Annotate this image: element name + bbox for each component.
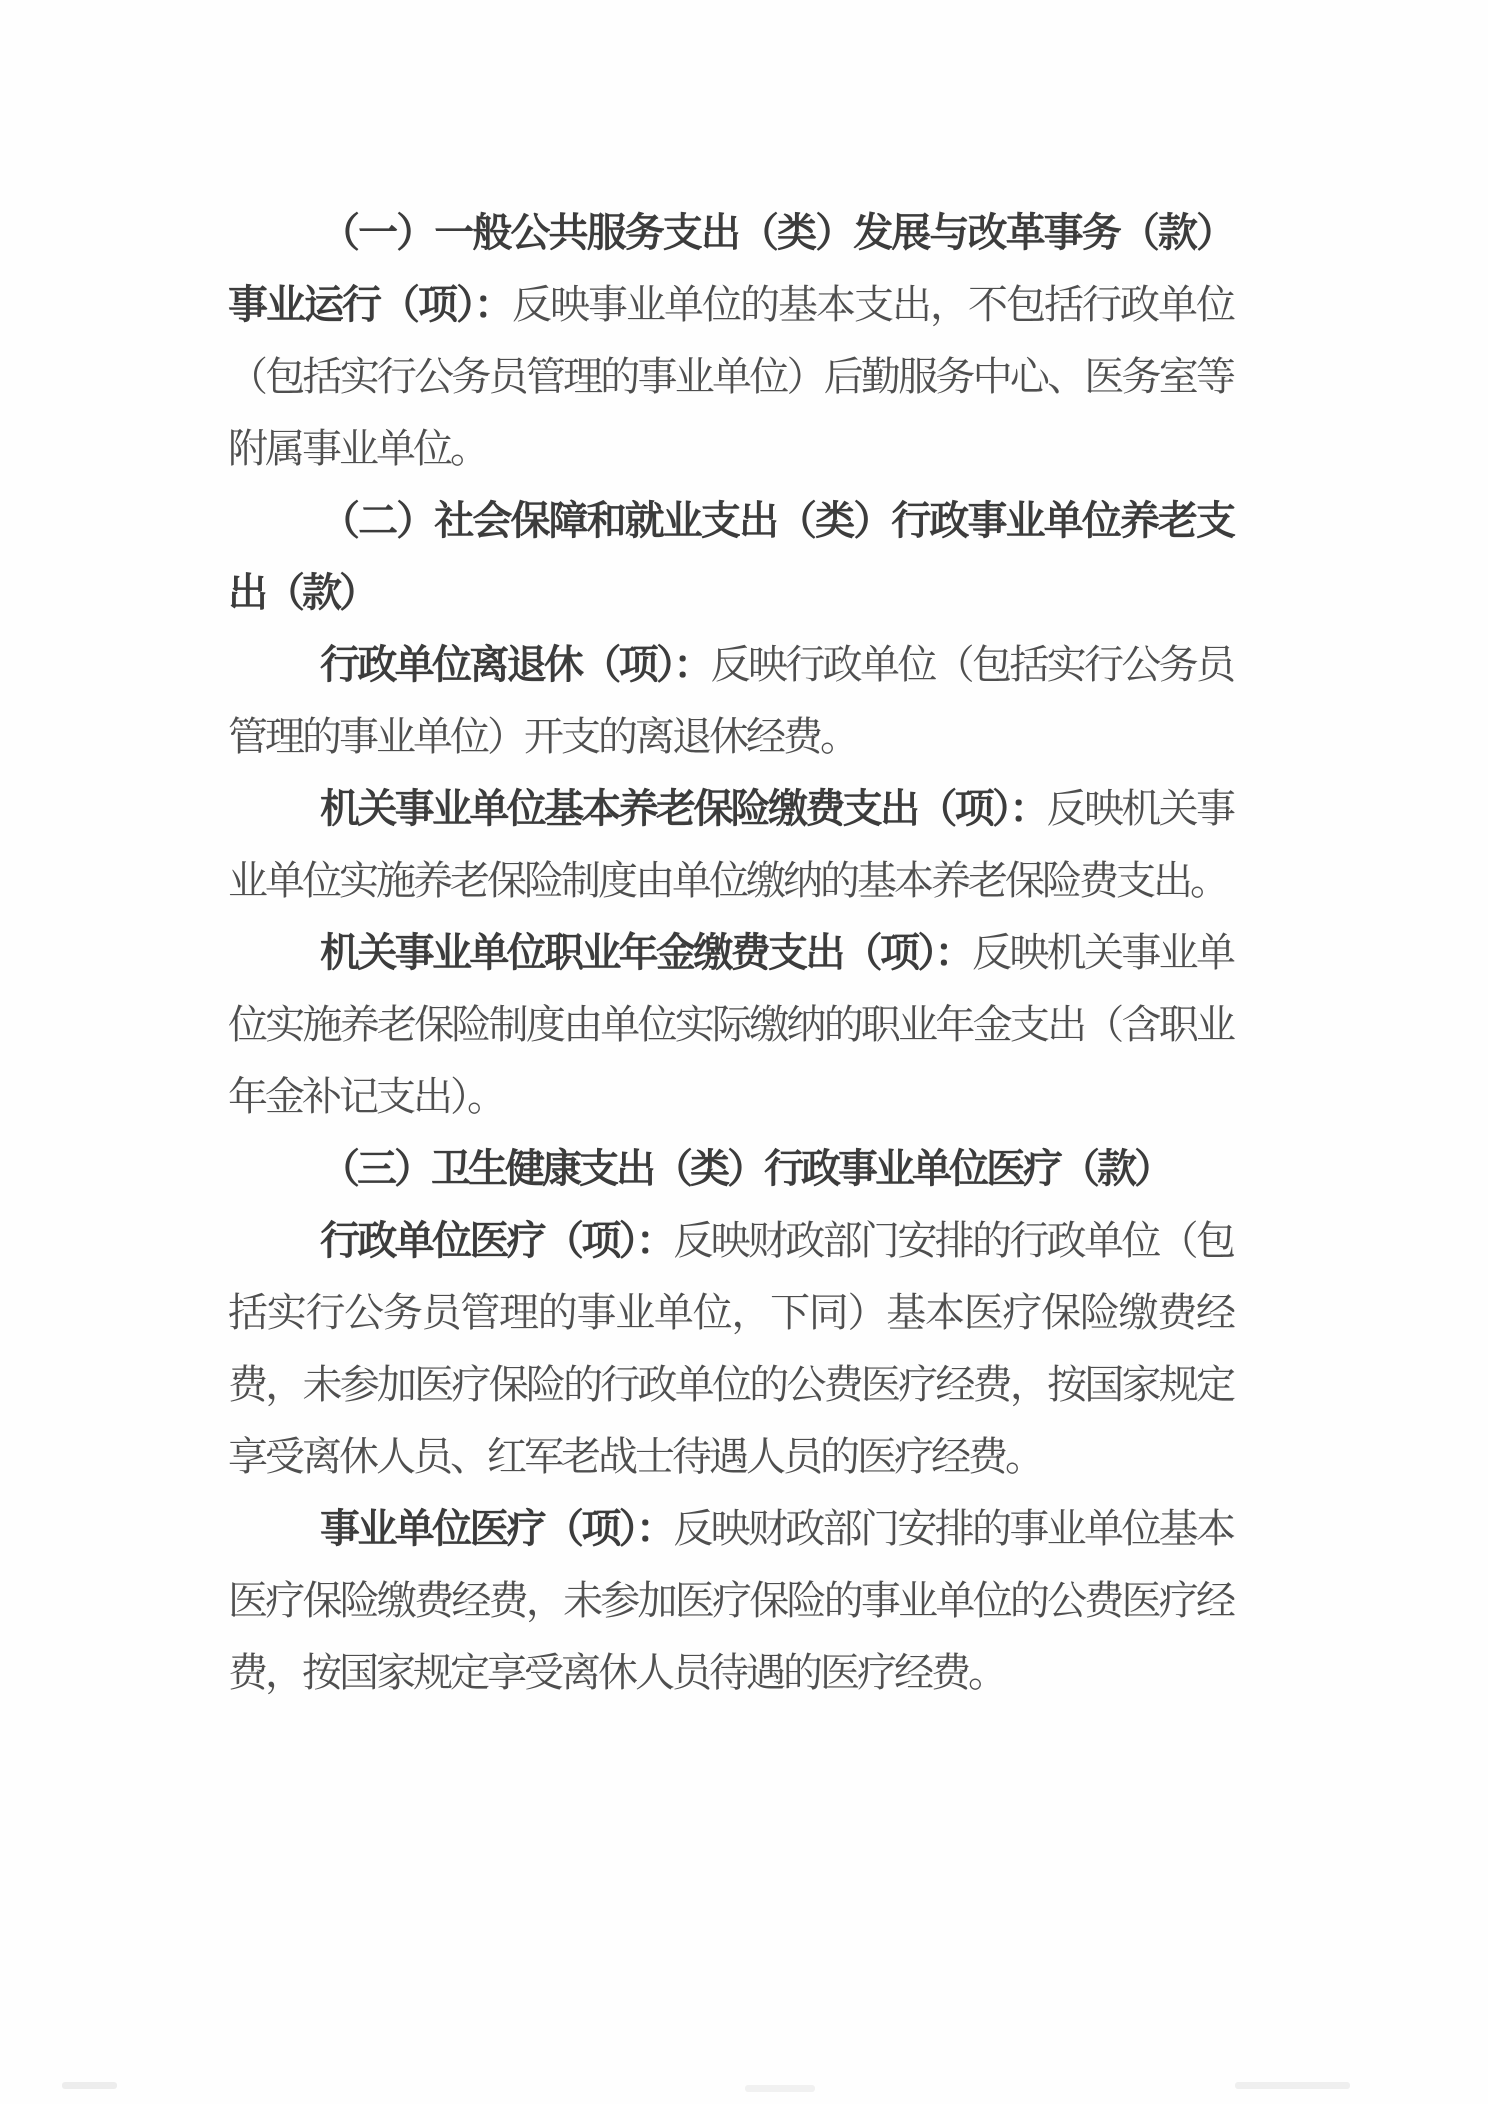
paragraph-body: 反映财政部门安排的事业单位基本医疗保险缴费经费，未参加医疗保险的事业单位的公费医疗经费，按国家规定享受离休人员待遇的医疗经费。 bbox=[228, 1506, 1234, 1695]
paragraph-body: 反映事业单位的基本支出，不包括行政单位（包括实行公务员管理的事业单位）后勤服务中心、医务室等附属事业单位。 bbox=[228, 282, 1233, 471]
paragraph-lead: （三）卫生健康支出（类）行政事业单位医疗（款） bbox=[320, 1146, 1171, 1191]
paragraph-occupational-annuity bbox=[228, 917, 1233, 1133]
scan-smudge bbox=[1235, 2082, 1350, 2089]
paragraph-lead: 行政单位医疗（项）： bbox=[320, 1218, 674, 1263]
paragraph-lead: （二）社会保障和就业支出（类）行政事业单位养老支出（款） bbox=[228, 498, 1233, 615]
paragraph-lead: 机关事业单位职业年金缴费支出（项）： bbox=[320, 930, 972, 975]
paragraph-admin-medical bbox=[228, 1205, 1233, 1493]
paragraph-basic-pension-contribution bbox=[228, 773, 1233, 917]
paragraph-lead: 机关事业单位基本养老保险缴费支出（项）： bbox=[320, 786, 1047, 831]
document-text-block bbox=[228, 197, 1233, 1709]
paragraph-admin-retirement bbox=[228, 629, 1233, 773]
paragraph-body: 反映行政单位（包括实行公务员管理的事业单位）开支的离退休经费。 bbox=[228, 642, 1234, 759]
paragraph-body: 反映机关事业单位实施养老保险制度由单位缴纳的基本养老保险费支出。 bbox=[228, 786, 1234, 903]
scan-smudge bbox=[62, 2082, 117, 2089]
scan-smudge bbox=[745, 2085, 815, 2092]
paragraph-lead: （一）一般公共服务支出（类）发展与改革事务（款）事业运行（项）： bbox=[228, 210, 1233, 327]
paragraph-social-security-heading bbox=[228, 485, 1233, 629]
paragraph-health-heading bbox=[228, 1133, 1233, 1205]
paragraph-institution-medical bbox=[228, 1493, 1233, 1709]
paragraph-lead: 行政单位离退休（项）： bbox=[320, 642, 711, 687]
paragraph-body: 反映机关事业单位实施养老保险制度由单位实际缴纳的职业年金支出（含职业年金补记支出）。 bbox=[228, 930, 1233, 1119]
paragraph-body: 反映财政部门安排的行政单位（包括实行公务员管理的事业单位，下同）基本医疗保险缴费经费，未参加医疗保险的行政单位的公费医疗经费，按国家规定享受离休人员、红军老战士待遇人员的医疗经费。 bbox=[228, 1218, 1234, 1479]
paragraph-general-public-service bbox=[228, 197, 1233, 485]
paragraph-lead: 事业单位医疗（项）： bbox=[320, 1506, 674, 1551]
